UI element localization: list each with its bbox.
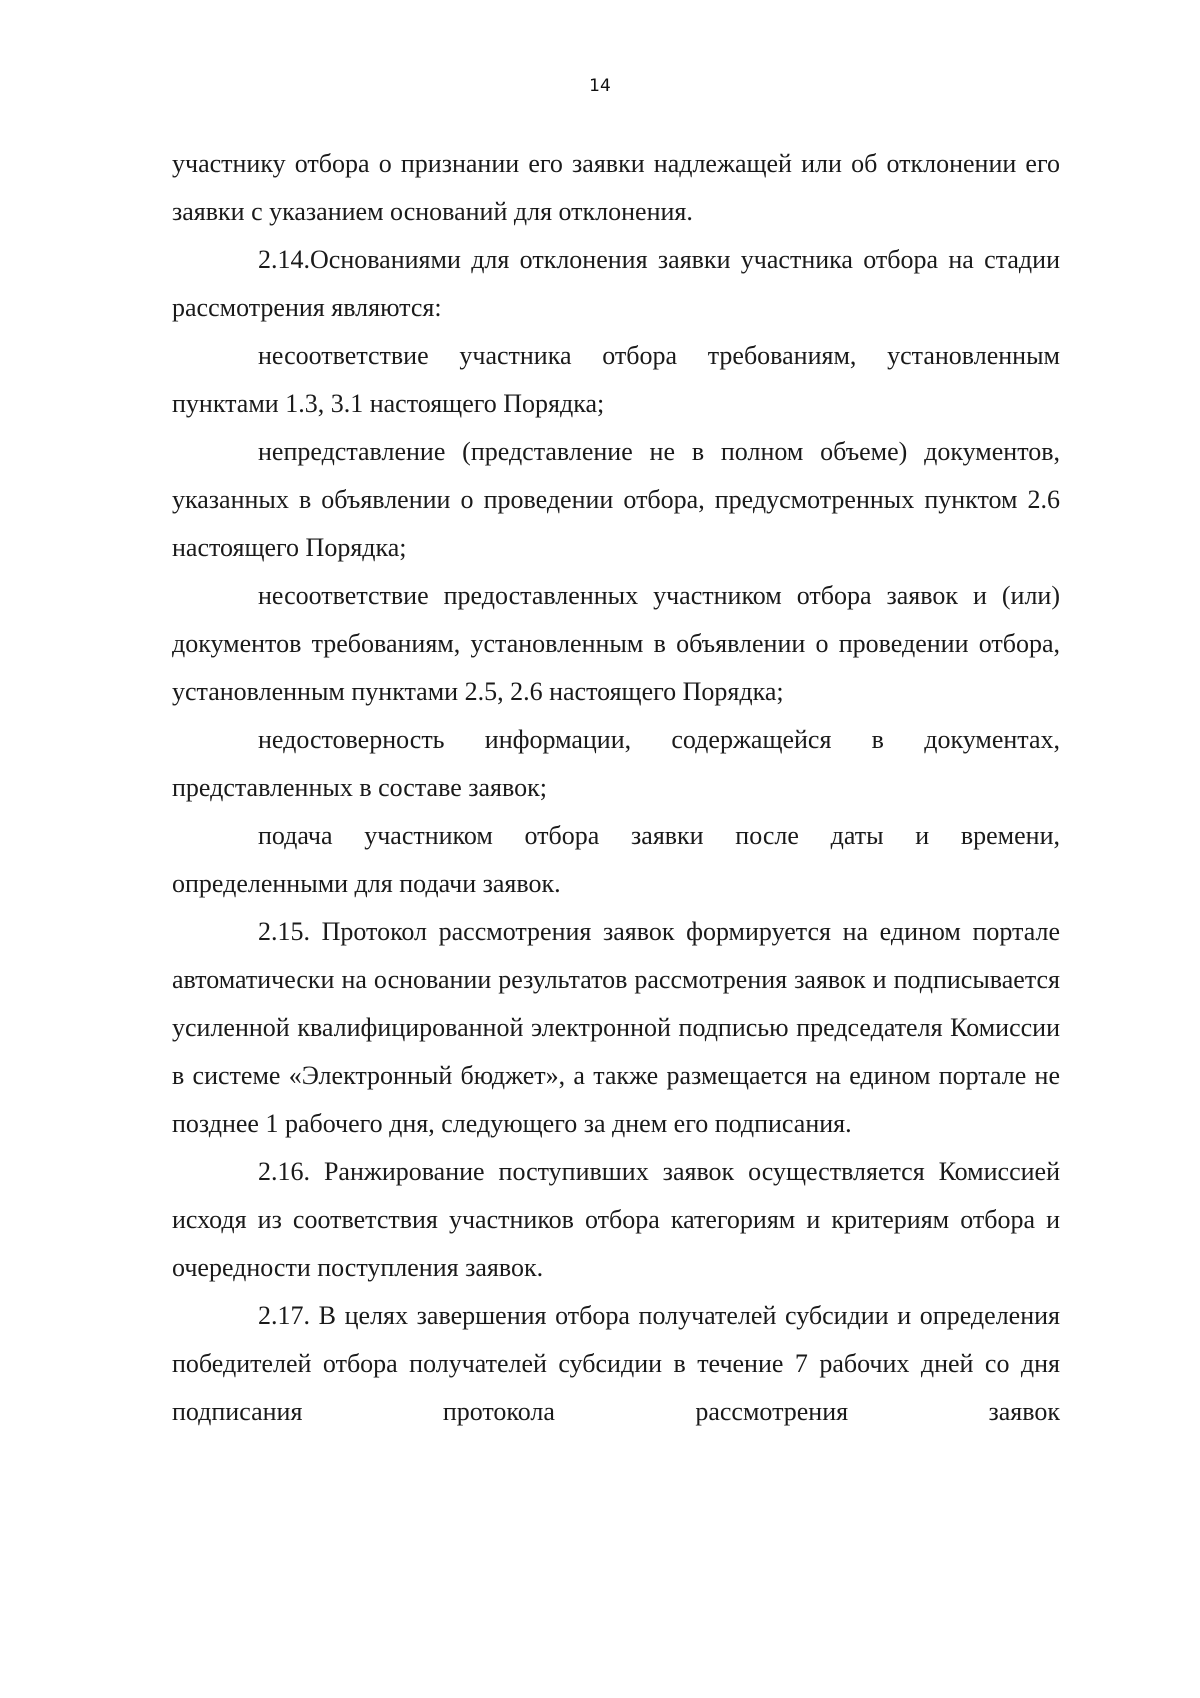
paragraph-2-16: 2.16. Ранжирование поступивших заявок осуществляется Комиссией исходя из соответствия участников отбора категориям и критериям отбора и очередности поступления заявок. (172, 1157, 1060, 1282)
paragraph-2-17: 2.17. В целях завершения отбора получателей субсидии и определения победителей отбора получателей субсидии в течение 7 рабочих дней со дня подписания протокола рассмотрения заявок (172, 1301, 1060, 1426)
paragraph-2-15: 2.15. Протокол рассмотрения заявок формируется на едином портале автоматически на основании результатов рассмотрения заявок и подписывается усиленной квалифицированной электронной подписью председателя Комиссии в системе «Электронный бюджет», а также размещается на едином портале не позднее 1 рабочего дня, следующего за днем его подписания. (172, 917, 1060, 1138)
list-item-ground-2: непредставление (представление не в полном объеме) документов, указанных в объявлении о проведении отбора, предусмотренных пунктом 2.6 настоящего Порядка; (172, 437, 1060, 562)
page-number: 14 (589, 76, 611, 96)
paragraph-continuation: участнику отбора о признании его заявки надлежащей или об отклонении его заявки с указанием оснований для отклонения. (172, 149, 1060, 226)
document-body (172, 140, 1060, 1436)
list-item-ground-3: несоответствие предоставленных участником отбора заявок и (или) документов требованиям, установленным в объявлении о проведении отбора, установленным пунктами 2.5, 2.6 настоящего Порядка; (172, 581, 1060, 706)
list-item-ground-5: подача участником отбора заявки после даты и времени, определенными для подачи заявок. (172, 821, 1060, 898)
paragraph-2-14: 2.14.Основаниями для отклонения заявки участника отбора на стадии рассмотрения являются: (172, 245, 1060, 322)
list-item-ground-4: недостоверность информации, содержащейся в документах, представленных в составе заявок; (172, 725, 1060, 802)
list-item-ground-1: несоответствие участника отбора требованиям, установленным пунктами 1.3, 3.1 настоящего Порядка; (172, 341, 1060, 418)
